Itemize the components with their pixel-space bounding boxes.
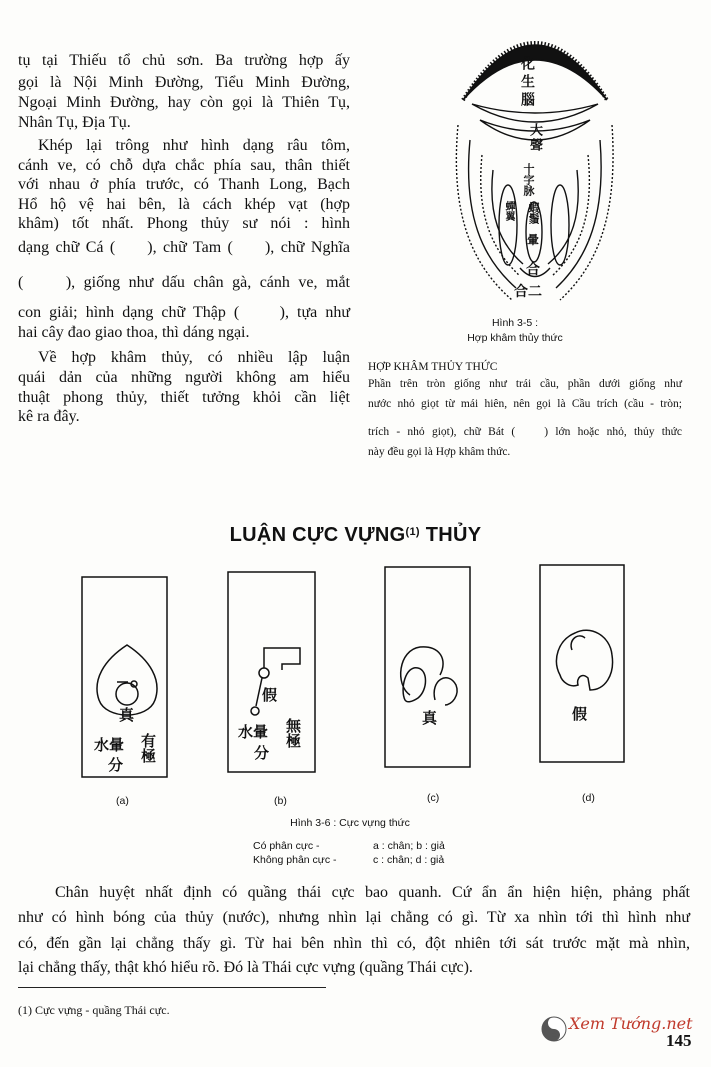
- fig35-label-core: 暈: [527, 233, 540, 247]
- body-text-line: thuật phong thủy, thiết tưởng khỏi cần liệt: [18, 389, 350, 406]
- section-title-main: LUẬN CỰC VỰNG: [229, 524, 406, 546]
- body-text-line: tụ tại Thiếu tổ chủ sơn. Ba trường hợp ấy: [18, 52, 350, 69]
- fig35-label-he-one: 合: [526, 262, 540, 278]
- body-text-line: gọi là Nội Minh Đường, Tiểu Minh Đường,: [18, 74, 350, 91]
- third-curve-left: [481, 155, 520, 276]
- panel-c-center-label: 真: [422, 709, 438, 727]
- panel-d-center-label: 假: [572, 705, 588, 723]
- body-text-line: có, đến gần lại chẳng thấy gì. Từ hai bên nhìn thì có, đột nhiên tới sát trước mặt mà nhìn,: [18, 935, 690, 952]
- left-leaf: [499, 185, 517, 265]
- body-text-line: kê ra đây.: [18, 408, 80, 425]
- footnote-rule: [18, 987, 326, 988]
- second-curve-right: [556, 140, 601, 288]
- sidebar-text-line: Phần trên tròn giống như trái cầu, phần dưới giống như: [368, 378, 682, 390]
- panel-b-node-bottom: [251, 707, 259, 715]
- fig35-label-top: 化生腦: [519, 56, 535, 110]
- section-title-end: THỦY: [425, 524, 482, 546]
- panel-b-node-top: [259, 668, 269, 678]
- panel-c-loop-left: [403, 668, 425, 702]
- legend-label: Có phân cực -: [253, 840, 320, 852]
- body-text-line: Về hợp khâm thủy, có nhiều lập luận: [38, 349, 350, 366]
- body-text-line: Ngoại Minh Đường, hay còn gọi là Thiên Tụ,: [18, 94, 350, 111]
- body-text-line: với nhau ở phía trước, có Thanh Long, Bạch: [18, 176, 350, 193]
- fig35-label-left: 蟬翼: [503, 201, 514, 221]
- panel-b-side-label: 無極: [284, 718, 302, 748]
- third-curve-right: [552, 155, 589, 276]
- sidebar-text-line: này đều gọi là Hợp khâm thức.: [368, 446, 511, 458]
- right-leaf: [551, 185, 569, 265]
- panel-a-center-label: 真: [119, 706, 135, 724]
- footnote: (1) Cực vựng - quầng Thái cực.: [18, 1003, 170, 1017]
- panel-c-loop-right: [434, 678, 457, 705]
- fig35-label-center: 蝦鬚: [527, 202, 540, 224]
- body-text-line: ( ), giống như dấu chân gà, cánh ve, mắt: [18, 274, 350, 291]
- panel-a-water-label: 水暈: [94, 736, 125, 754]
- panel-d-cusp: [571, 636, 585, 650]
- figure-3-6-caption: Hình 3-6 : Cực vựng thức: [290, 817, 410, 829]
- panel-b-split-label: 分: [254, 744, 270, 762]
- section-title: [0, 522, 711, 548]
- panel-a-side-label: 有極: [139, 733, 157, 763]
- panel-b-pipe: [264, 648, 300, 670]
- body-text-line: dạng chữ Cá ( ), chữ Tam ( ), chữ Nghĩa: [18, 239, 350, 256]
- body-text-line: khâm) tốt nhất. Phong thủy sư nói : hình: [18, 215, 350, 232]
- panel-c-swirl-outer: [401, 647, 443, 695]
- watermark-text: Xem Tướng.net: [569, 1014, 693, 1033]
- legend-value: c : chân; d : giả: [373, 854, 445, 866]
- body-text-line: Chân huyệt nhất định có quầng thái cực bao quanh. Cứ ẩn ẩn hiện hiện, phảng phất: [55, 884, 690, 901]
- panel-b-center-label: 假: [262, 686, 278, 704]
- fig35-label-he-two: 合二: [514, 284, 542, 300]
- body-text-line: con giải; hình dạng chữ Thập ( ), tựa như: [18, 304, 350, 321]
- yin-yang-icon: [541, 1016, 567, 1042]
- body-text-line: Nhân Tụ, Địa Tụ.: [18, 114, 131, 131]
- panel-b-letter: (b): [274, 795, 287, 807]
- sidebar-text-line: nước nhỏ giọt từ mái hiên, nên gọi là Cầu trích (cầu - tròn;: [368, 398, 682, 410]
- panel-d-blob: [556, 630, 612, 690]
- crown-arc: [463, 45, 607, 100]
- figure-3-5-number: Hình 3-5 :: [491, 317, 539, 329]
- body-text-line: quái dản của những người không am hiểu: [18, 369, 350, 386]
- panel-c-letter: (c): [427, 792, 440, 804]
- body-text-line: lại chẳng thấy, thật khó hiểu rõ. Đó là Thái cực vựng (quầng Thái cực).: [18, 959, 473, 976]
- fig35-label-upper: 大聲: [527, 123, 542, 153]
- footnote-ref: (1): [405, 526, 420, 538]
- sidebar-text-line: trích - nhỏ giọt), chữ Bát ( ) lớn hoặc nhỏ, thủy thức: [368, 426, 682, 438]
- figure-3-5-title: Hợp khâm thủy thức: [467, 332, 563, 344]
- panel-a-letter: (a): [116, 795, 129, 807]
- fig35-label-middle: 十字脉: [522, 163, 535, 196]
- body-text-line: như có hình bóng của thủy (nước), nhưng nhìn lại chẳng có gì. Từ xa nhìn tới thì hình như: [18, 909, 690, 926]
- panel-c-frame: [385, 567, 470, 767]
- panel-b-water-label: 水暈: [238, 723, 269, 741]
- legend-label: Không phân cực -: [253, 854, 337, 866]
- panel-d-frame: [540, 565, 624, 762]
- page-number: 145: [666, 1031, 692, 1050]
- legend-value: a : chân; b : giả: [373, 840, 445, 852]
- panel-a-split-label: 分: [108, 756, 124, 774]
- body-text-line: Hổ hộ vệ hai bên, là cách khép vạt (hợp: [18, 196, 350, 213]
- panel-d-letter: (d): [582, 792, 595, 804]
- figure-3-6-drawing: [82, 565, 624, 777]
- body-text-line: hai cây đao giao thoa, thì dáng ngại.: [18, 324, 250, 341]
- upper-band: [472, 104, 598, 122]
- body-text-line: cánh ve, có chỗ dựa chắc phía sau, thân thiết: [18, 157, 350, 174]
- body-text-line: Khép lại trông như hình dạng râu tôm,: [38, 137, 350, 154]
- sidebar-heading: HỢP KHÂM THỦY THỨC: [368, 361, 498, 373]
